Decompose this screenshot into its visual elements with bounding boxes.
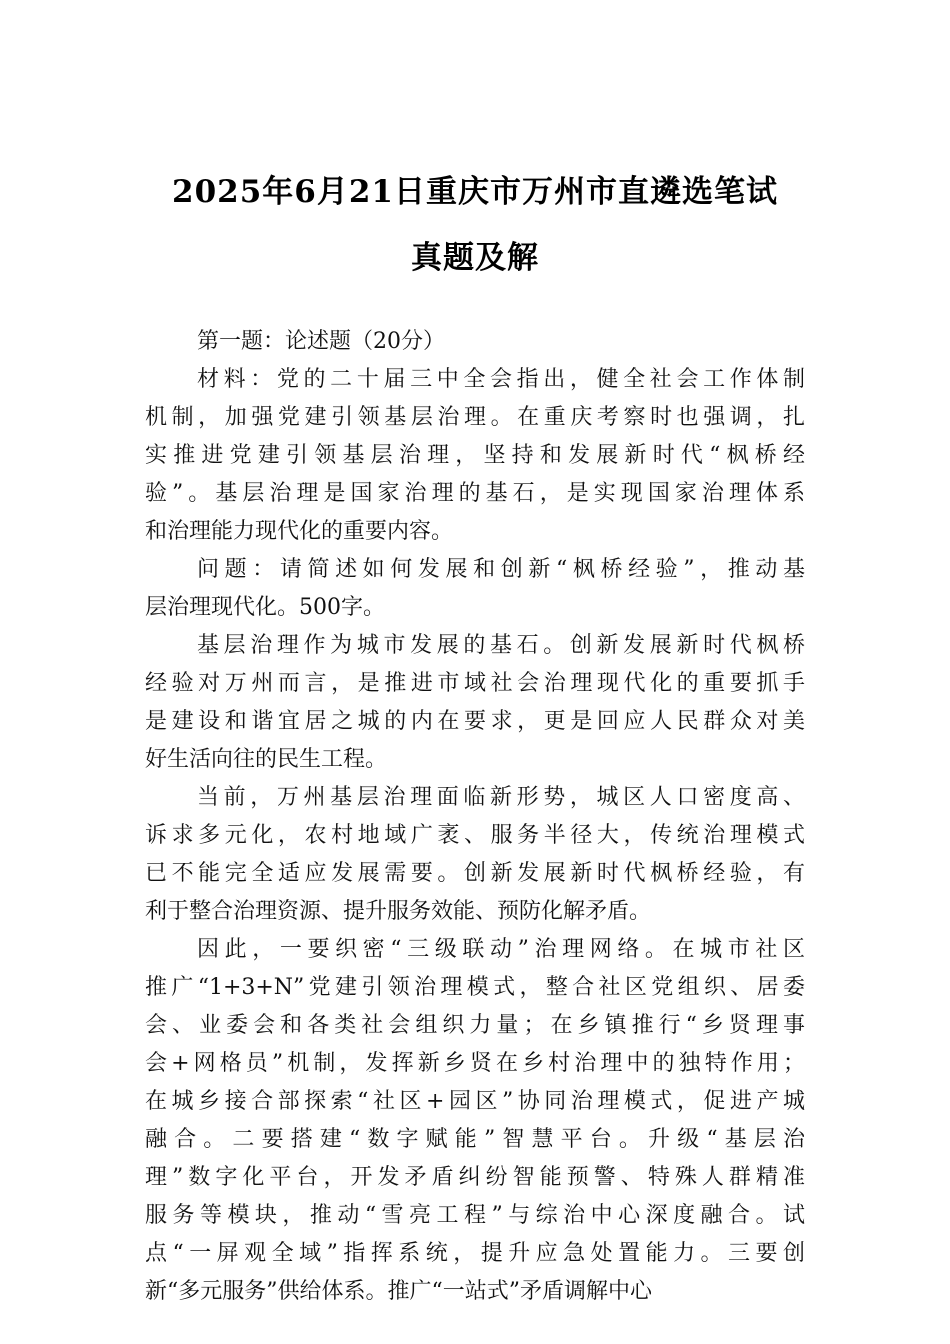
paragraph-line: 新“多元服务”供给体系。推广“一站式”矛盾调解中心: [145, 1279, 652, 1304]
paragraph-line: 好生活向往的民生工程。: [145, 747, 388, 772]
paragraph: [145, 931, 805, 1311]
paragraph-line: 会+网格员”机制，发挥新乡贤在乡村治理中的独特作用；: [145, 1051, 805, 1076]
paragraph-line: 实推进党建引领基层治理，坚持和发展新时代“枫桥经: [145, 443, 805, 468]
paragraph-line: 当前，万州基层治理面临新形势，城区人口密度高、: [197, 785, 805, 810]
document-body: [145, 323, 805, 1311]
paragraph-line: 因此，一要织密“三级联动”治理网络。在城市社区: [197, 937, 805, 962]
paragraph-line: 理”数字化平台，开发矛盾纠纷智能预警、特殊人群精准: [145, 1165, 805, 1190]
paragraph-line: 经验对万州而言，是推进市域社会治理现代化的重要抓手: [145, 671, 805, 696]
paragraph-line: 层治理现代化。500字。: [145, 595, 385, 620]
paragraph-line: 已不能完全适应发展需要。创新发展新时代枫桥经验，有: [145, 861, 805, 886]
paragraph-line: 点“一屏观全域”指挥系统，提升应急处置能力。三要创: [145, 1241, 805, 1266]
paragraph-line: 验”。基层治理是国家治理的基石，是实现国家治理体系: [145, 481, 805, 506]
paragraph-line: 服务等模块，推动“雪亮工程”与综治中心深度融合。试: [145, 1203, 805, 1228]
paragraph-line: 第一题：论述题（20分）: [197, 329, 445, 354]
paragraph-line: 推广“1+3+N”党建引领治理模式，整合社区党组织、居委: [145, 975, 805, 1000]
paragraph: [145, 323, 805, 361]
paragraph-line: 是建设和谐宜居之城的内在要求，更是回应人民群众对美: [145, 709, 805, 734]
paragraph: [145, 551, 805, 627]
paragraph-line: 和治理能力现代化的重要内容。: [145, 519, 454, 544]
paragraph-line: 利于整合治理资源、提升服务效能、预防化解矛盾。: [145, 899, 652, 924]
document-title-line-2: 真题及解: [411, 240, 539, 276]
paragraph-line: 基层治理作为城市发展的基石。创新发展新时代枫桥: [197, 633, 805, 658]
paragraph: [145, 361, 805, 551]
paragraph: [145, 627, 805, 779]
paragraph-line: 在城乡接合部探索“社区+园区”协同治理模式，促进产城: [145, 1089, 805, 1114]
paragraph-line: 材料：党的二十届三中全会指出，健全社会工作体制: [197, 367, 805, 392]
paragraph-line: 机制，加强党建引领基层治理。在重庆考察时也强调，扎: [145, 405, 805, 430]
paragraph-line: 问题：请简述如何发展和创新“枫桥经验”，推动基: [197, 557, 805, 582]
paragraph-line: 诉求多元化，农村地域广袤、服务半径大，传统治理模式: [145, 823, 805, 848]
paragraph: [145, 779, 805, 931]
paragraph-line: 会、业委会和各类社会组织力量；在乡镇推行“乡贤理事: [145, 1013, 805, 1038]
document-title-line-1: 2025年6月21日重庆市万州市直遴选笔试: [172, 174, 778, 210]
paragraph-line: 融合。二要搭建“数字赋能”智慧平台。升级“基层治: [145, 1127, 805, 1152]
